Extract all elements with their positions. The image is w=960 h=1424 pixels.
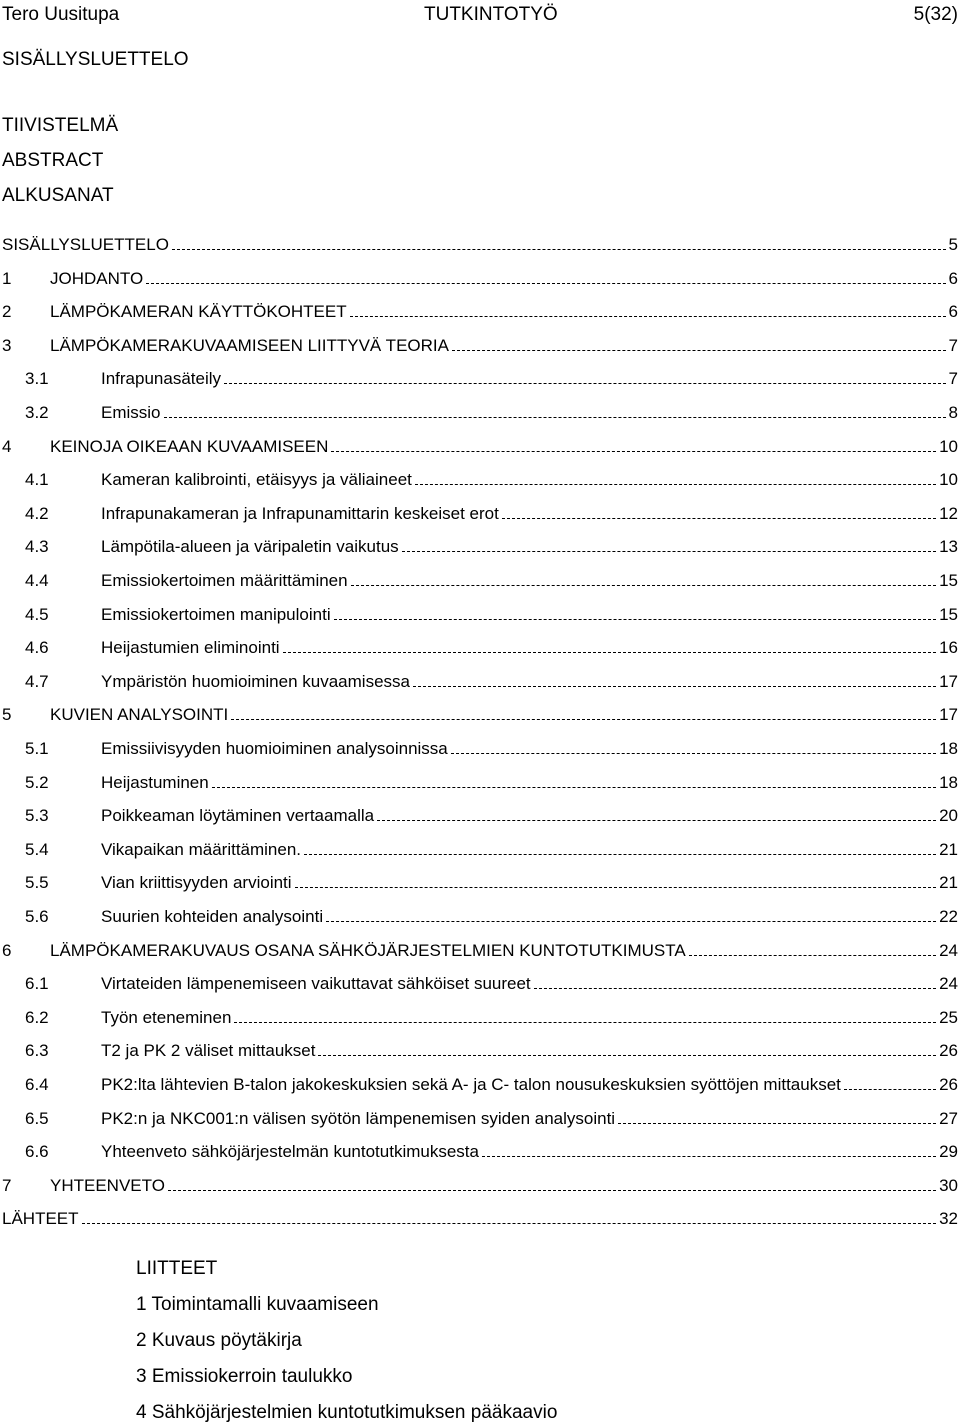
toc-entry-title: KEINOJA OIKEAAN KUVAAMISEEN <box>50 437 329 456</box>
toc-entry <box>2 802 958 826</box>
toc-entry-page: 17 <box>939 705 958 724</box>
toc-entry-number: 7 <box>2 1176 12 1195</box>
toc-entry-number: 5.4 <box>25 840 49 859</box>
toc-entry-number: 4.3 <box>25 537 49 556</box>
toc-dash-leader <box>689 946 936 956</box>
toc-entry-number: 6.4 <box>25 1075 49 1094</box>
toc-entry-number: 5.2 <box>25 773 49 792</box>
toc-dash-leader <box>224 374 946 384</box>
toc-entry-number: 3 <box>2 336 12 355</box>
toc-entry-title: Heijastumien eliminointi <box>101 638 280 657</box>
toc-entry-page: 12 <box>939 504 958 523</box>
toc-dash-leader <box>415 475 936 485</box>
toc-dash-leader <box>451 744 936 754</box>
toc-entry-page: 26 <box>939 1041 958 1060</box>
toc-dash-leader <box>844 1080 936 1090</box>
toc-entry-page: 20 <box>939 806 958 825</box>
appendix-item: 3 Emissiokerroin taulukko <box>136 1366 353 1387</box>
toc-entry-title: Emissio <box>101 403 161 422</box>
toc-dash-leader <box>168 1181 936 1191</box>
toc-entry-page: 15 <box>939 605 958 624</box>
toc-entry <box>2 1105 958 1129</box>
toc-entry <box>2 1071 958 1095</box>
toc-entry-title: LÄHTEET <box>2 1209 79 1228</box>
front-matter-item: ABSTRACT <box>2 150 104 171</box>
toc-entry-number: 4.4 <box>25 571 49 590</box>
toc-entry-number: 6.5 <box>25 1109 49 1128</box>
toc-entry <box>2 433 958 457</box>
toc-entry-title: SISÄLLYSLUETTELO <box>2 235 169 254</box>
header-page-number: 5(32) <box>913 4 958 25</box>
toc-entry <box>2 365 958 389</box>
toc-entry <box>2 332 958 356</box>
toc-entry-page: 25 <box>939 1008 958 1027</box>
toc-entry-number: 5.3 <box>25 806 49 825</box>
toc-entry-title: Infrapunasäteily <box>101 369 222 388</box>
toc-entry-page: 29 <box>939 1142 958 1161</box>
toc-dash-leader <box>295 878 937 888</box>
toc-entry <box>2 500 958 524</box>
toc-entry-number: 6.1 <box>25 974 49 993</box>
toc-entry <box>2 1172 958 1196</box>
toc-entry-number: 5.5 <box>25 873 49 892</box>
toc-entry-title: Emissiivisyyden huomioiminen analysoinnissa <box>101 739 448 758</box>
toc-entry <box>2 836 958 860</box>
toc-entry-page: 21 <box>939 840 958 859</box>
toc-dash-leader <box>618 1114 936 1124</box>
appendix-item: 4 Sähköjärjestelmien kuntotutkimuksen pääkaavio <box>136 1402 558 1423</box>
toc-dash-leader <box>334 610 936 620</box>
toc-dash-leader <box>534 979 936 989</box>
toc-entry-title: Poikkeaman löytäminen vertaamalla <box>101 806 375 825</box>
toc-entry-title: Vian kriittisyyden arviointi <box>101 873 292 892</box>
toc-dash-leader <box>413 677 936 687</box>
toc-entry-number: 2 <box>2 302 12 321</box>
toc-dash-leader <box>402 542 936 552</box>
toc-entry <box>2 231 958 255</box>
toc-dash-leader <box>318 1046 936 1056</box>
toc-entry-page: 10 <box>939 437 958 456</box>
toc-dash-leader <box>146 274 945 284</box>
toc-entry-page: 17 <box>939 672 958 691</box>
toc-entry-title: T2 ja PK 2 väliset mittaukset <box>101 1041 316 1060</box>
toc-dash-leader <box>231 710 936 720</box>
toc-dash-leader <box>502 509 936 519</box>
toc-dash-leader <box>452 341 946 351</box>
toc-entry-number: 6 <box>2 941 12 960</box>
appendix-item: 1 Toimintamalli kuvaamiseen <box>136 1294 379 1315</box>
toc-entry-title: Heijastuminen <box>101 773 209 792</box>
toc-entry-page: 16 <box>939 638 958 657</box>
toc-entry-title: YHTEENVETO <box>50 1176 165 1195</box>
toc-entry-number: 3.2 <box>25 403 49 422</box>
toc-entry-title: Lämpötila-alueen ja väripaletin vaikutus <box>101 537 399 556</box>
toc-entry <box>2 937 958 961</box>
toc-entry <box>2 1004 958 1028</box>
toc-entry-page: 18 <box>939 739 958 758</box>
toc-entry-page: 7 <box>948 336 958 355</box>
toc-entry-title: LÄMPÖKAMERAN KÄYTTÖKOHTEET <box>50 302 347 321</box>
header-title: TUTKINTOTYÖ <box>424 4 558 25</box>
toc-entry <box>2 466 958 490</box>
toc-entry-title: Vikapaikan määrittäminen. <box>101 840 302 859</box>
toc-entry-page: 24 <box>939 974 958 993</box>
toc-entry-number: 4.2 <box>25 504 49 523</box>
toc-entry-page: 21 <box>939 873 958 892</box>
toc-entry-page: 32 <box>939 1209 958 1228</box>
toc-entry-page: 15 <box>939 571 958 590</box>
toc-entry-page: 8 <box>948 403 958 422</box>
toc-dash-leader <box>82 1214 937 1224</box>
toc-entry-title: Kameran kalibrointi, etäisyys ja väliaineet <box>101 470 412 489</box>
toc-entry-title: JOHDANTO <box>50 269 144 288</box>
toc-entry-title: Työn eteneminen <box>101 1008 232 1027</box>
toc-entry-title: Ympäristön huomioiminen kuvaamisessa <box>101 672 410 691</box>
toc-entry-page: 27 <box>939 1109 958 1128</box>
toc-entry-title: Suurien kohteiden analysointi <box>101 907 324 926</box>
toc-entry-number: 5.6 <box>25 907 49 926</box>
toc-entry-page: 30 <box>939 1176 958 1195</box>
toc-entry <box>2 634 958 658</box>
toc-entry-number: 5 <box>2 705 12 724</box>
toc-entry-page: 13 <box>939 537 958 556</box>
appendix-item: 2 Kuvaus pöytäkirja <box>136 1330 302 1351</box>
toc-entry <box>2 769 958 793</box>
toc-entry-title: LÄMPÖKAMERAKUVAAMISEEN LIITTYVÄ TEORIA <box>50 336 449 355</box>
toc-entry-page: 10 <box>939 470 958 489</box>
toc-entry-number: 4.7 <box>25 672 49 691</box>
toc-dash-leader <box>326 912 936 922</box>
toc-dash-leader <box>283 643 937 653</box>
toc-entry-number: 6.2 <box>25 1008 49 1027</box>
header-author: Tero Uusitupa <box>2 4 120 25</box>
toc-entry-title: LÄMPÖKAMERAKUVAUS OSANA SÄHKÖJÄRJESTELMIEN KUNTOTUTKIMUSTA <box>50 941 686 960</box>
toc-entry <box>2 1205 958 1229</box>
toc-entry-number: 4.1 <box>25 470 49 489</box>
toc-dash-leader <box>350 307 946 317</box>
toc-entry-page: 22 <box>939 907 958 926</box>
toc-dash-leader <box>164 408 946 418</box>
toc-entry-number: 4.5 <box>25 605 49 624</box>
toc-entry <box>2 668 958 692</box>
toc-entry <box>2 970 958 994</box>
toc-entry <box>2 701 958 725</box>
toc-dash-leader <box>234 1013 936 1023</box>
toc-entry <box>2 567 958 591</box>
toc-entry <box>2 601 958 625</box>
toc-dash-leader <box>212 778 936 788</box>
toc-entry <box>2 533 958 557</box>
toc-entry-number: 1 <box>2 269 12 288</box>
toc-entry-page: 6 <box>948 302 958 321</box>
front-matter-item: ALKUSANAT <box>2 185 114 206</box>
toc-dash-leader <box>351 576 936 586</box>
toc-entry <box>2 903 958 927</box>
toc-entry-title: Emissiokertoimen määrittäminen <box>101 571 348 590</box>
toc-entry-title: Emissiokertoimen manipulointi <box>101 605 331 624</box>
toc-entry <box>2 298 958 322</box>
toc-entry-number: 5.1 <box>25 739 49 758</box>
appendices-heading: LIITTEET <box>136 1258 218 1279</box>
toc-entry-page: 26 <box>939 1075 958 1094</box>
toc-entry-title: PK2:n ja NKC001:n välisen syötön lämpenemisen syiden analysointi <box>101 1109 616 1128</box>
toc-entry-page: 6 <box>948 269 958 288</box>
toc-entry-title: Infrapunakameran ja Infrapunamittarin keskeiset erot <box>101 504 499 523</box>
toc-entry-number: 6.3 <box>25 1041 49 1060</box>
toc-entry <box>2 1037 958 1061</box>
toc-dash-leader <box>377 811 936 821</box>
page-title: SISÄLLYSLUETTELO <box>2 49 189 70</box>
toc-entry-page: 5 <box>948 235 958 254</box>
toc-entry-number: 4.6 <box>25 638 49 657</box>
toc-entry-title: Yhteenveto sähköjärjestelmän kuntotutkimuksesta <box>101 1142 479 1161</box>
toc-dash-leader <box>482 1147 936 1157</box>
toc-dash-leader <box>304 845 936 855</box>
toc-entry <box>2 399 958 423</box>
toc-entry-number: 6.6 <box>25 1142 49 1161</box>
toc-entry <box>2 265 958 289</box>
toc-entry-page: 7 <box>948 369 958 388</box>
toc-entry <box>2 1138 958 1162</box>
toc-dash-leader <box>172 240 946 250</box>
toc-entry-number: 4 <box>2 437 12 456</box>
toc-entry-number: 3.1 <box>25 369 49 388</box>
toc-entry-page: 24 <box>939 941 958 960</box>
front-matter-item: TIIVISTELMÄ <box>2 115 119 136</box>
toc-entry-title: PK2:lta lähtevien B-talon jakokeskuksien sekä A- ja C- talon nousukeskuksien syöttöjen mittaukset <box>101 1075 841 1094</box>
toc-entry <box>2 735 958 759</box>
toc-entry-title: KUVIEN ANALYSOINTI <box>50 705 229 724</box>
toc-entry-page: 18 <box>939 773 958 792</box>
toc-entry <box>2 869 958 893</box>
toc-entry-title: Virtateiden lämpenemiseen vaikuttavat sähköiset suureet <box>101 974 531 993</box>
toc-dash-leader <box>331 442 936 452</box>
